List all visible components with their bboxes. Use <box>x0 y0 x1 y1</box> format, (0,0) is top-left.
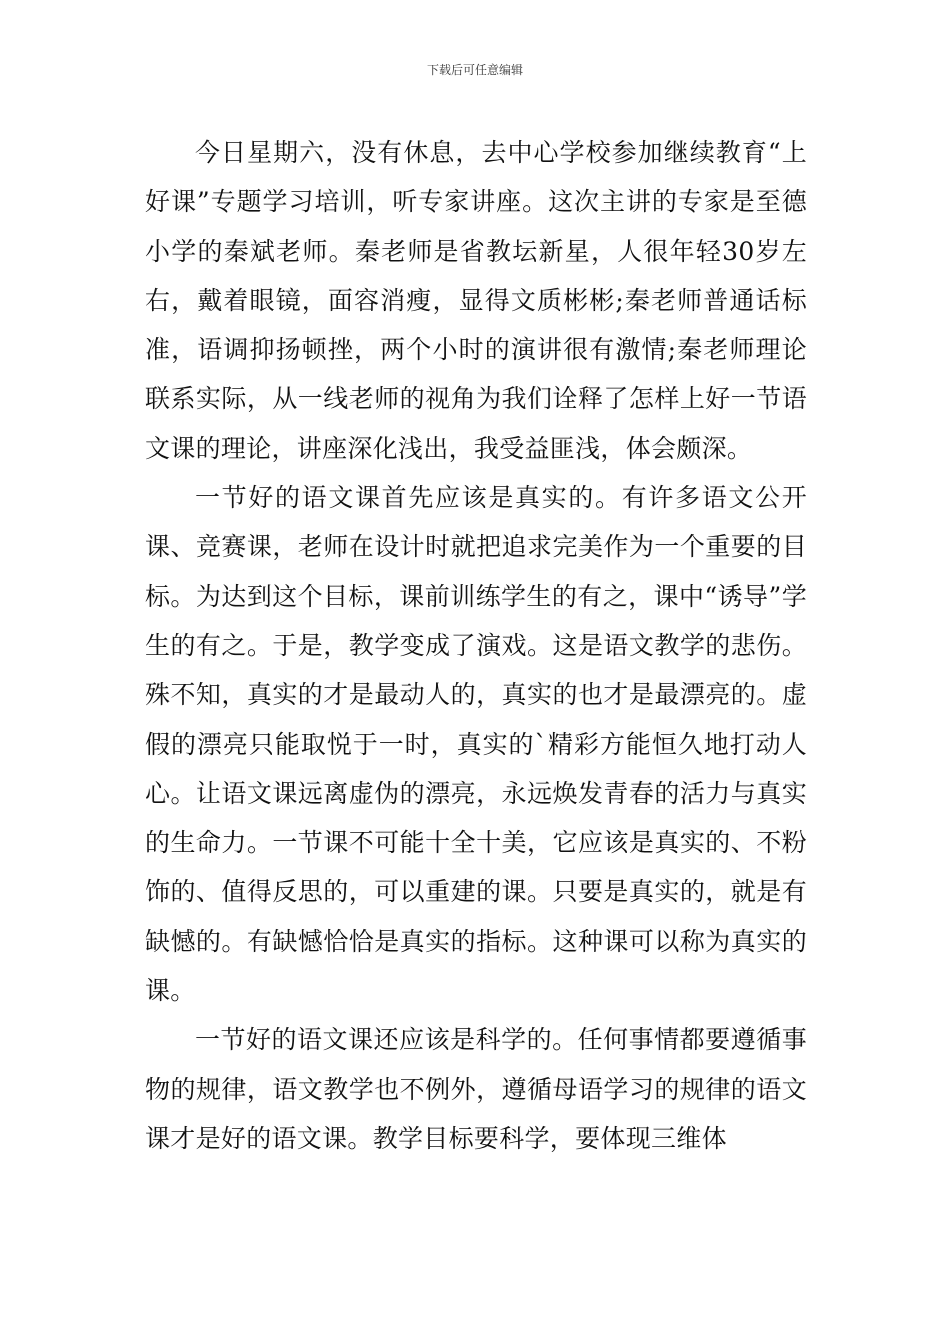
paragraph-1: 今日星期六，没有休息，去中心学校参加继续教育“上好课”专题学习培训，听专家讲座。这次主讲的专家是至德小学的秦斌老师。秦老师是省教坛新星，人很年轻30岁左右，戴着眼镜，面容消瘦，显得文质彬彬;秦老师普通话标准，语调抑扬顿挫，两个小时的演讲很有激情;秦老师理论联系实际，从一线老师的视角为我们诠释了怎样上好一节语文课的理论，讲座深化浅出，我受益匪浅，体会颇深。 <box>145 138 807 463</box>
document-body <box>145 128 807 1163</box>
paragraph-3: 一节好的语文课还应该是科学的。任何事情都要遵循事物的规律，语文教学也不例外，遵循母语学习的规律的语文课才是好的语文课。教学目标要科学，要体现三维体 <box>145 1025 807 1153</box>
page-header: 下载后可任意编辑 <box>426 63 523 77</box>
paragraph-2: 一节好的语文课首先应该是真实的。有许多语文公开课、竞赛课，老师在设计时就把追求完美作为一个重要的目标。为达到这个目标，课前训练学生的有之，课中“诱导”学生的有之。于是，教学变成了演戏。这是语文教学的悲伤。殊不知，真实的才是最动人的，真实的也才是最漂亮的。虚假的漂亮只能取悦于一时，真实的`精彩方能恒久地打动人心。让语文课远离虚伪的漂亮，永远焕发青春的活力与真实的生命力。一节课不可能十全十美，它应该是真实的、不粉饰的、值得反思的，可以重建的课。只要是真实的，就是有缺憾的。有缺憾恰恰是真实的指标。这种课可以称为真实的课。 <box>145 483 807 1006</box>
